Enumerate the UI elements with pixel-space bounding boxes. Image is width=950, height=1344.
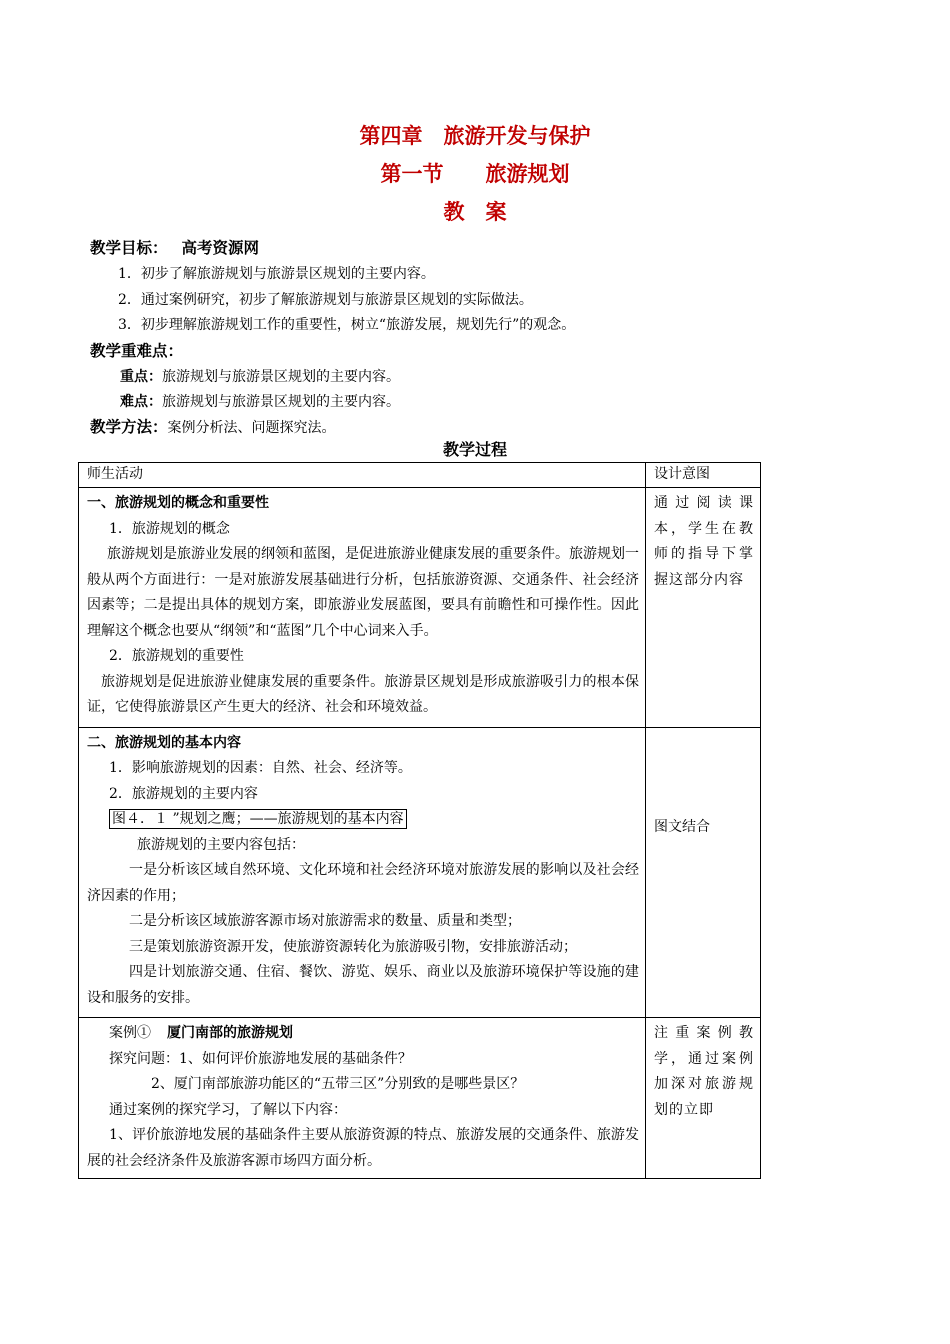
objectives-header bbox=[90, 236, 259, 258]
case-label: 案例① bbox=[109, 1025, 151, 1041]
row-line: 一是分析该区域自然环境、文化环境和社会经济环境对旅游发展的影响以及社会经济因素的作用； bbox=[87, 862, 639, 904]
row-line: 四是计划旅游交通、住宿、餐饮、游览、娱乐、商业以及旅游环境保护等设施的建设和服务的安排。 bbox=[87, 964, 639, 1006]
col-intent-header: 设计意图 bbox=[646, 463, 761, 488]
hard-point-label: 难点： bbox=[120, 394, 162, 410]
section-title: 第一节 旅游规划 bbox=[380, 162, 570, 186]
method-label: 教学方法： bbox=[90, 418, 168, 436]
objective-item: 1．初步了解旅游规划与旅游景区规划的主要内容。 bbox=[118, 266, 435, 282]
intent-text: 图文结合 bbox=[654, 818, 710, 835]
objective-item: 2．通过案例研究，初步了解旅游规划与旅游景区规划的实际做法。 bbox=[118, 292, 533, 308]
doc-title: 教 案 bbox=[443, 200, 507, 224]
activity-cell bbox=[79, 727, 646, 1018]
col-activity-header: 师生活动 bbox=[79, 463, 646, 488]
activity-cell bbox=[79, 1018, 646, 1179]
row-heading: 二、旅游规划的基本内容 bbox=[87, 734, 241, 751]
row-line: 探究问题：1、如何评价旅游地发展的基础条件？ bbox=[109, 1050, 412, 1067]
key-points-label: 教学重难点： bbox=[90, 342, 184, 360]
objectives-source: 高考资源网 bbox=[181, 239, 260, 257]
intent-cell: 注重案例教学，通过案例加深对旅游规划的立即 bbox=[646, 1018, 761, 1179]
table-row bbox=[79, 488, 761, 728]
row-line: 旅游规划的主要内容包括： bbox=[137, 836, 305, 853]
row-line: 通过案例的探究学习，了解以下内容： bbox=[109, 1101, 347, 1118]
hard-point-text: 旅游规划与旅游景区规划的主要内容。 bbox=[162, 394, 400, 410]
hard-point bbox=[120, 391, 400, 411]
figure-caption-line bbox=[87, 807, 639, 833]
intent-cell: 通过阅读课本，学生在教师的指导下掌握这部分内容 bbox=[646, 488, 761, 728]
row-line: 1、评价旅游地发展的基础条件主要从旅游资源的特点、旅游发展的交通条件、旅游发展的社会经济条件及旅游客源市场四方面分析。 bbox=[87, 1127, 639, 1169]
row-line: 1．旅游规划的概念 bbox=[109, 520, 230, 537]
intent-cell bbox=[646, 727, 761, 1018]
method bbox=[90, 415, 336, 437]
process-table bbox=[78, 462, 761, 1179]
row-line: 2．旅游规划的主要内容 bbox=[109, 785, 258, 802]
row-line: 2．旅游规划的重要性 bbox=[109, 648, 244, 664]
activity-cell bbox=[79, 488, 646, 728]
key-point-label: 重点： bbox=[120, 369, 162, 385]
chapter-title: 第四章 旅游开发与保护 bbox=[359, 124, 591, 148]
row-line: 旅游规划是旅游业发展的纲领和蓝图，是促进旅游业健康发展的重要条件。旅游规划一般从两个方面进行：一是对旅游发展基础进行分析，包括旅游资源、交通条件、社会经济因素等；二是提出具体的规划方案，即旅游业发展蓝图，要具有前瞻性和可操作性。因此理解这个概念也要从“纲领”和“蓝图”几个中心词来入手。 bbox=[87, 546, 639, 639]
figure-caption: 图４．１ ”规划之鹰；——旅游规划的基本内容 bbox=[109, 809, 407, 829]
row-line: 1．影响旅游规划的因素：自然、社会、经济等。 bbox=[109, 760, 412, 776]
key-point-text: 旅游规划与旅游景区规划的主要内容。 bbox=[162, 369, 400, 385]
table-header-row bbox=[79, 463, 761, 488]
case-title: 厦门南部的旅游规划 bbox=[167, 1025, 293, 1041]
case-heading bbox=[87, 1021, 639, 1047]
row-line: 三是策划旅游资源开发，使旅游资源转化为旅游吸引物，安排旅游活动； bbox=[129, 938, 577, 955]
row-line: 2、厦门南部旅游功能区的“五带三区”分别致的是哪些景区？ bbox=[151, 1076, 525, 1092]
objective-item: 3．初步理解旅游规划工作的重要性，树立“旅游发展，规划先行”的观念。 bbox=[118, 317, 576, 333]
process-title: 教学过程 bbox=[442, 440, 507, 459]
row-line: 旅游规划是促进旅游业健康发展的重要条件。旅游景区规划是形成旅游吸引力的根本保证，它使得旅游景区产生更大的经济、社会和环境效益。 bbox=[87, 673, 639, 715]
method-text: 案例分析法、问题探究法。 bbox=[167, 420, 336, 436]
table-row bbox=[79, 727, 761, 1018]
row-heading: 一、旅游规划的概念和重要性 bbox=[87, 495, 269, 511]
objectives-label: 教学目标： bbox=[90, 239, 168, 257]
table-row bbox=[79, 1018, 761, 1179]
key-point bbox=[120, 366, 400, 386]
row-line: 二是分析该区域旅游客源市场对旅游需求的数量、质量和类型； bbox=[129, 913, 521, 929]
